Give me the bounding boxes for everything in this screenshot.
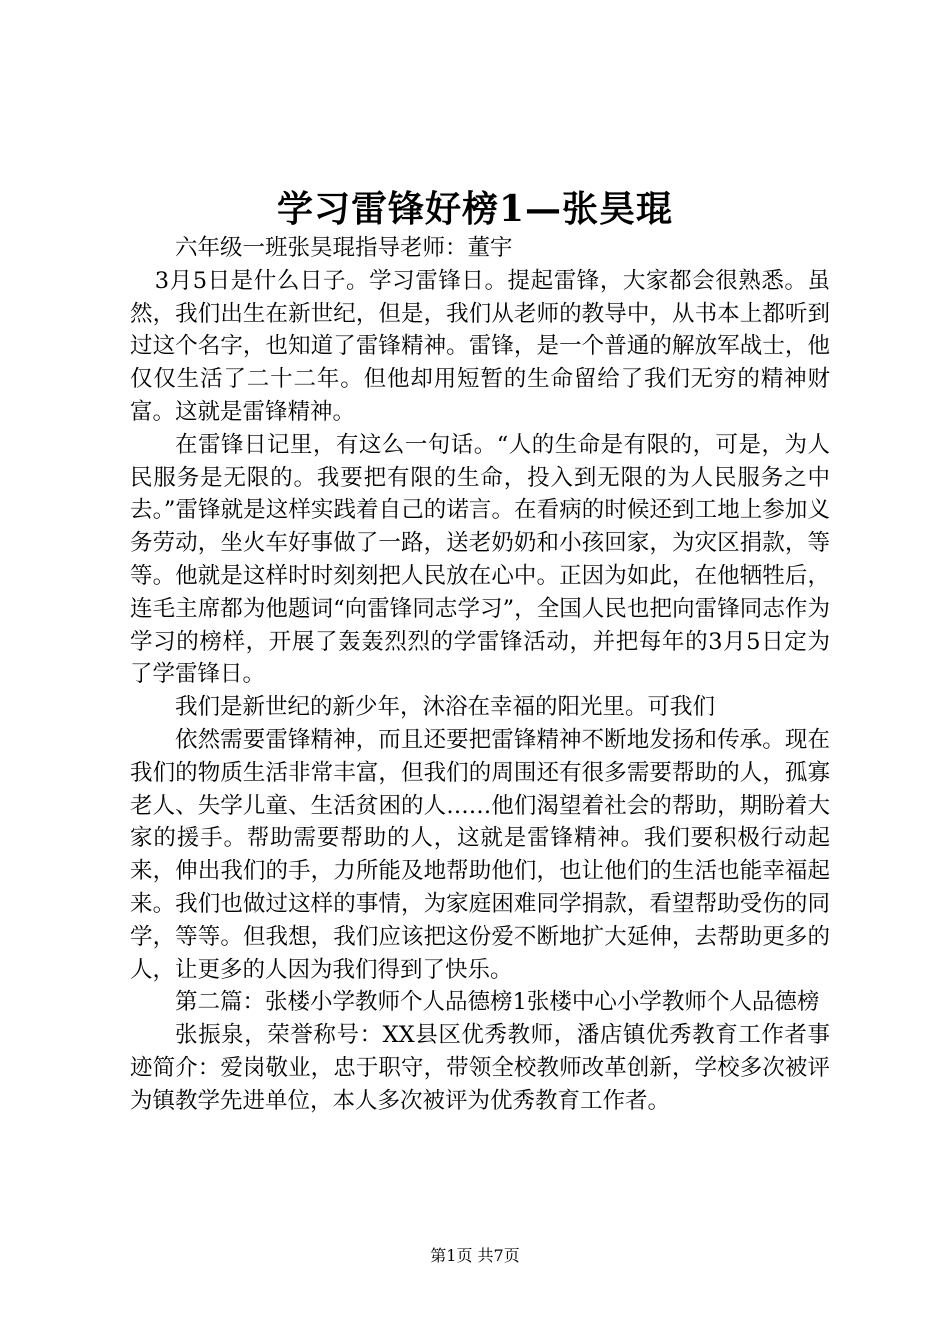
document-body xyxy=(130,232,830,1118)
document-title: 学习雷锋好榜1—张昊琨 xyxy=(276,188,674,230)
paragraph: 依然需要雷锋精神，而且还要把雷锋精神不断地发扬和传承。现在我们的物质生活非常丰富，但我们的周围还有很多需要帮助的人，孤寡老人、失学儿童、生活贫困的人……他们渴望着社会的帮助，期盼着大家的援手。帮助需要帮助的人，这就是雷锋精神。我们要积极行动起来，伸出我们的手，力所能及地帮助他们，也让他们的生活也能幸福起来。我们也做过这样的事情，为家庭困难同学捐款，看望帮助受伤的同学，等等。但我想，我们应该把这份爱不断地扩大延伸，去帮助更多的人，让更多的人因为我们得到了快乐。 xyxy=(130,726,830,983)
paragraph-section-heading: 第二篇：张楼小学教师个人品德榜1张楼中心小学教师个人品德榜 xyxy=(175,989,820,1016)
paragraph: 在雷锋日记里，有这么一句话。“人的生命是有限的，可是，为人民服务是无限的。我要把有限的生命，投入到无限的为人民服务之中去。”雷锋就是这样实践着自己的诺言。在看病的时候还到工地上参加义务劳动，坐火车好事做了一路，送老奶奶和小孩回家，为灾区捐款，等等。他就是这样时时刻刻把人民放在心中。正因为如此，在他牺牲后，连毛主席都为他题词“向雷锋同志学习”，全国人民也把向雷锋同志作为学习的榜样，开展了轰轰烈烈的学雷锋活动，并把每年的3月5日定为了学雷锋日。 xyxy=(130,431,830,688)
paragraph: 张振泉，荣誉称号：XX县区优秀教师，潘店镇优秀教育工作者事迹简介：爱岗敬业，忠于职守，带领全校教师改革创新，学校多次被评为镇教学先进单位，本人多次被评为优秀教育工作者。 xyxy=(130,1022,830,1114)
paragraph: 我们是新世纪的新少年，沐浴在幸福的阳光里。可我们 xyxy=(175,694,716,721)
paragraph-author-line: 六年级一班张昊琨指导老师：董宇 xyxy=(175,235,513,261)
paragraph: 3月5日是什么日子。学习雷锋日。提起雷锋，大家都会很熟悉。虽然，我们出生在新世纪，但是，我们从老师的教导中，从书本上都听到过这个名字，也知道了雷锋精神。雷锋，是一个普通的解放军战士，他仅仅生活了二十二年。但他却用短暂的生命留给了我们无穷的精神财富。这就是雷锋精神。 xyxy=(130,267,830,425)
page-number-footer: 第1页 共7页 xyxy=(430,1246,520,1265)
